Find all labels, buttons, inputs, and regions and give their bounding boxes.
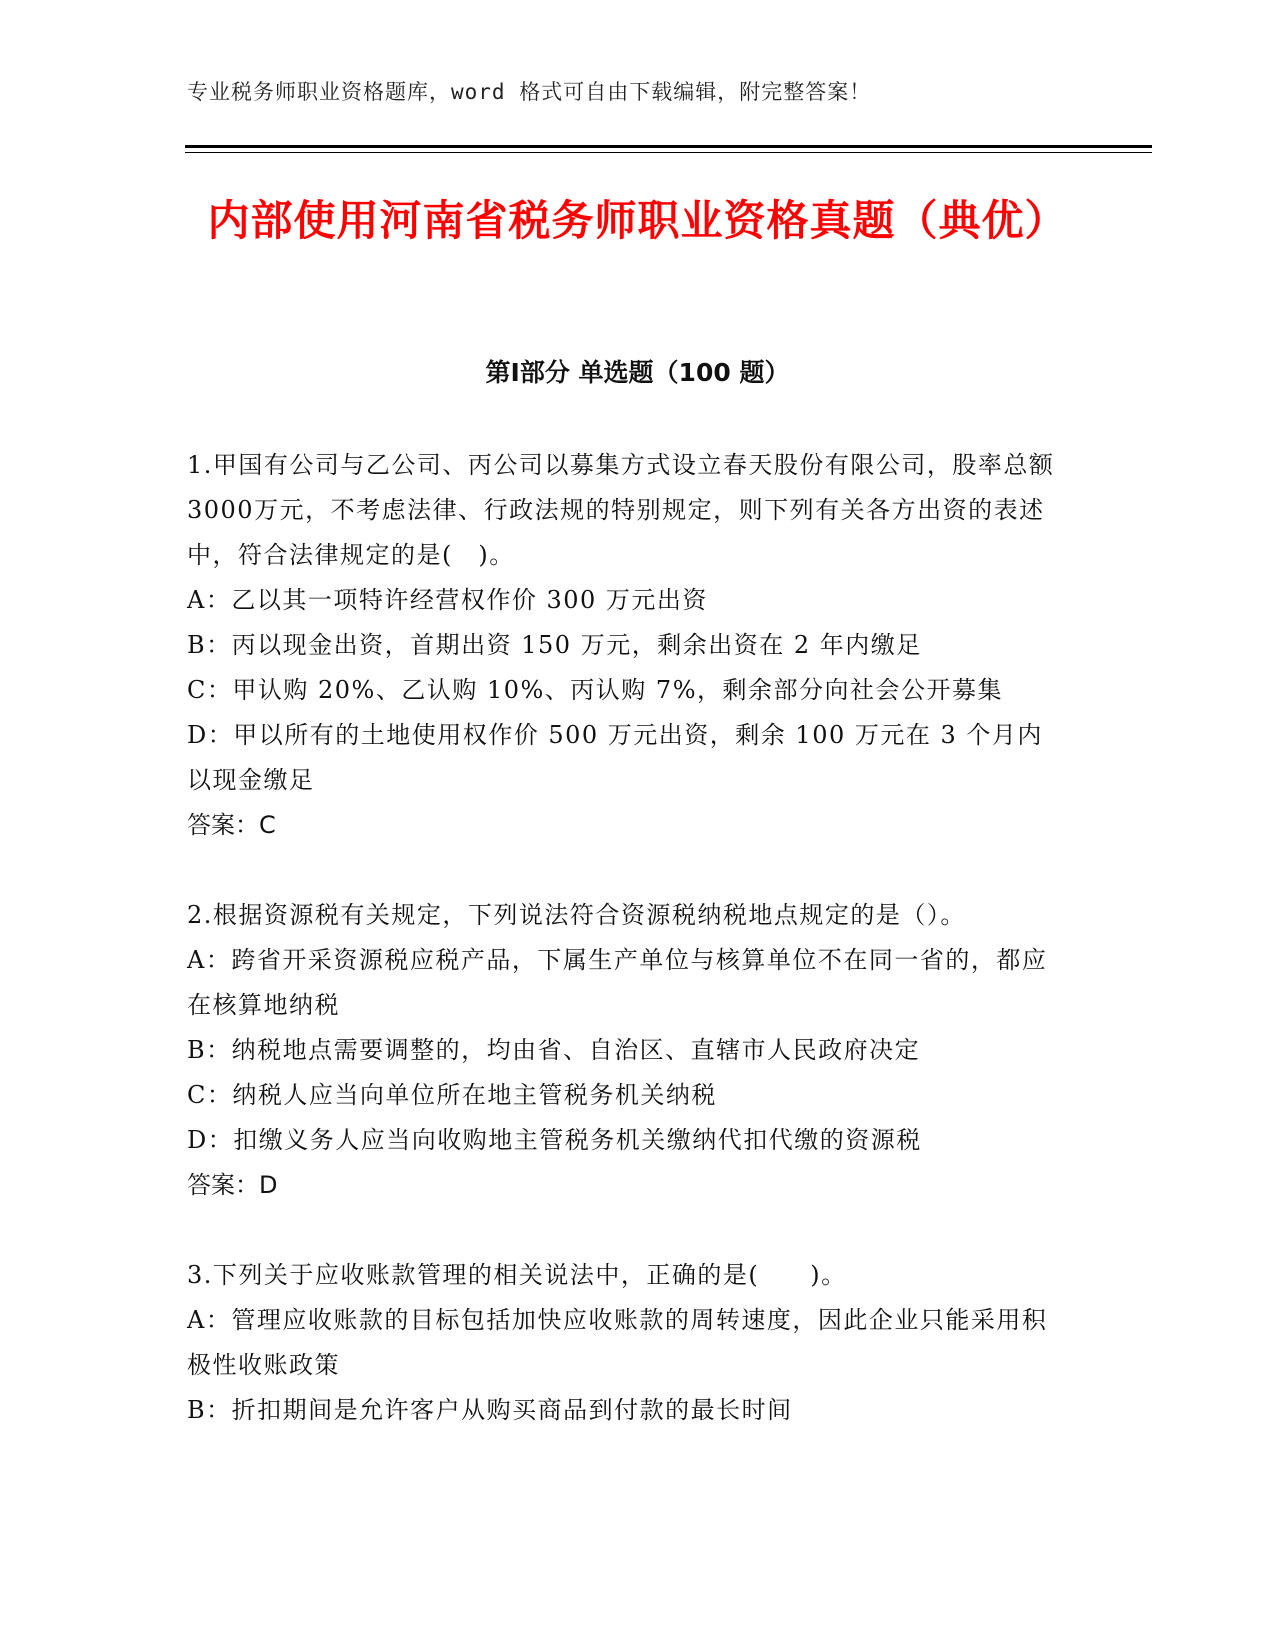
option-d: D：甲以所有的土地使用权作价 500 万元出资，剩余 100 万元在 3 个月内以现金缴足 (187, 721, 1043, 794)
answer: 答案：D (187, 1171, 278, 1199)
question-1 (187, 443, 1067, 848)
header-note: 专业税务师职业资格题库，word 格式可自由下载编辑，附完整答案！ (187, 80, 872, 104)
question-stem: 1.甲国有公司与乙公司、丙公司以募集方式设立春天股份有限公司，股率总额3000万元，不考虑法律、行政法规的特别规定，则下列有关各方出资的表述中，符合法律规定的是( )。 (187, 451, 1055, 569)
section-title: 第Ⅰ部分 单选题（100 题） (485, 358, 790, 387)
question-3 (187, 1253, 1067, 1433)
header-rule-thick (185, 145, 1152, 148)
option-b: B：折扣期间是允许客户从购买商品到付款的最长时间 (187, 1396, 793, 1424)
document-title: 内部使用河南省税务师职业资格真题（典优） (207, 196, 1068, 245)
option-d: D：扣缴义务人应当向收购地主管税务机关缴纳代扣代缴的资源税 (187, 1126, 922, 1154)
option-b: B：丙以现金出资，首期出资 150 万元，剩余出资在 2 年内缴足 (187, 631, 922, 659)
header-rule-thin (185, 152, 1152, 153)
question-stem: 3.下列关于应收账款管理的相关说法中，正确的是( )。 (187, 1261, 847, 1289)
option-b: B：纳税地点需要调整的，均由省、自治区、直辖市人民政府决定 (187, 1036, 921, 1064)
option-c: C：甲认购 20%、乙认购 10%、丙认购 7%，剩余部分向社会公开募集 (187, 676, 1004, 704)
answer: 答案：C (187, 811, 276, 839)
question-2 (187, 893, 1067, 1208)
question-list (187, 443, 1067, 1478)
option-c: C：纳税人应当向单位所在地主管税务机关纳税 (187, 1081, 717, 1109)
option-a: A：管理应收账款的目标包括加快应收账款的周转速度，因此企业只能采用积极性收账政策 (187, 1306, 1048, 1379)
option-a: A：乙以其一项特许经营权作价 300 万元出资 (187, 586, 708, 614)
question-stem: 2.根据资源税有关规定，下列说法符合资源税纳税地点规定的是（）。 (187, 901, 966, 929)
option-a: A：跨省开采资源税应税产品，下属生产单位与核算单位不在同一省的，都应在核算地纳税 (187, 946, 1048, 1019)
